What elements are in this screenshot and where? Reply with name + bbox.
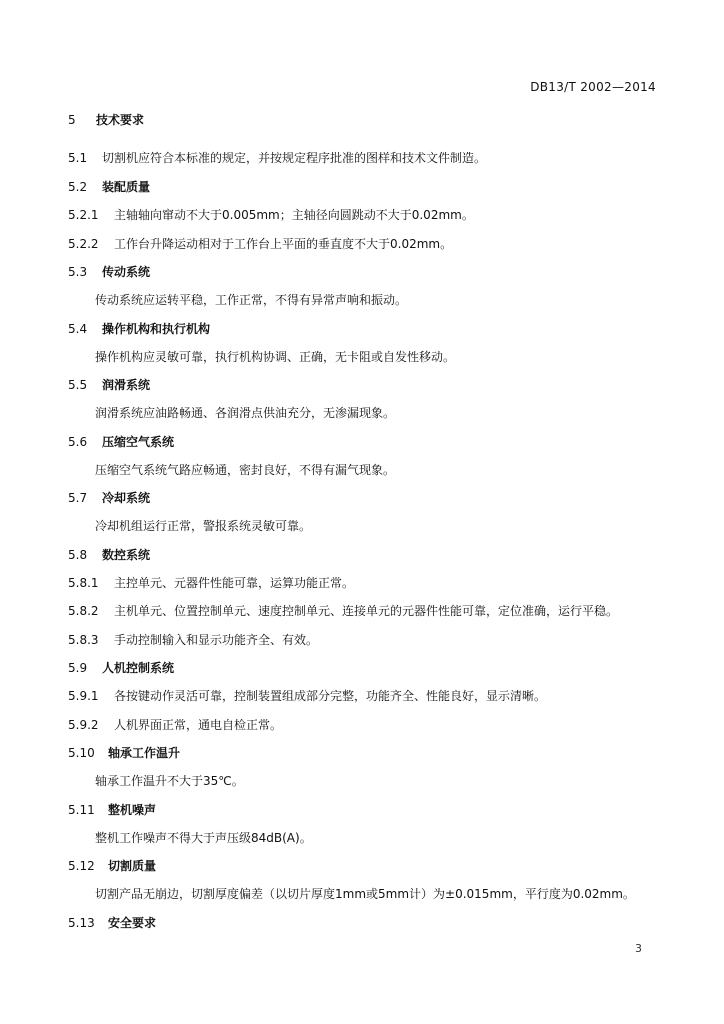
sub-clause: [68, 632, 318, 648]
standard-code: DB13/T 2002—2014: [530, 80, 656, 94]
clause-number: 5.8.3: [68, 633, 99, 647]
clause-text: 切割机应符合本标准的规定，并按规定程序批准的图样和技术文件制造。: [102, 151, 487, 165]
section-title: 技术要求: [96, 113, 145, 127]
clause-number: 5.8.2: [68, 604, 99, 618]
clause-title: 轴承工作温升: [108, 746, 181, 760]
clause-title: 装配质量: [102, 180, 151, 194]
clause-paragraph: 压缩空气系统气路应畅通，密封良好，不得有漏气现象。: [95, 463, 396, 477]
clause-number: 5.1: [68, 151, 88, 165]
section-heading: [68, 112, 144, 128]
clause: [68, 150, 486, 166]
clause-paragraph: 轴承工作温升不大于35℃。: [95, 774, 244, 788]
clause-text: 工作台升降运动相对于工作台上平面的垂直度不大于0.02mm。: [114, 237, 453, 251]
clause-paragraph: 操作机构应灵敏可靠，执行机构协调、正确，无卡阻或自发性移动。: [95, 350, 456, 364]
clause-title: 润滑系统: [102, 378, 151, 392]
clause-number: 5.6: [68, 435, 88, 449]
clause-number: 5.5: [68, 378, 88, 392]
clause-paragraph: 整机工作噪声不得大于声压级84dB(A)。: [95, 831, 312, 845]
clause-paragraph: 冷却机组运行正常，警报系统灵敏可靠。: [95, 519, 312, 533]
clause-title: 人机控制系统: [102, 661, 175, 675]
clause-number: 5.4: [68, 322, 88, 336]
clause-number: 5.8: [68, 548, 88, 562]
clause-number: 5.8.1: [68, 576, 99, 590]
clause-heading: [68, 264, 150, 280]
sub-clause: [68, 688, 546, 704]
clause-text: 人机界面正常，通电自检正常。: [114, 718, 283, 732]
clause-heading: [68, 179, 150, 195]
clause-number: 5.9.2: [68, 718, 99, 732]
clause-number: 5.9.1: [68, 689, 99, 703]
clause-title: 压缩空气系统: [102, 435, 175, 449]
clause-title: 冷却系统: [102, 491, 151, 505]
clause-heading: [68, 321, 210, 337]
clause-text: 主控单元、元器件性能可靠，运算功能正常。: [114, 576, 355, 590]
clause-text: 手动控制输入和显示功能齐全、有效。: [114, 633, 319, 647]
clause-number: 5.9: [68, 661, 88, 675]
sub-clause: [68, 717, 282, 733]
clause-paragraph: 传动系统应运转平稳，工作正常，不得有异常声响和振动。: [95, 293, 408, 307]
clause-number: 5.10: [68, 746, 95, 760]
clause-title: 操作机构和执行机构: [102, 322, 211, 336]
clause-heading: [68, 490, 150, 506]
clause-paragraph: 切割产品无崩边，切割厚度偏差（以切片厚度1mm或5mm计）为±0.015mm，平行度为0.02mm。: [95, 887, 635, 901]
sub-clause: [68, 207, 474, 223]
clause-heading: [68, 802, 156, 818]
sub-clause: [68, 603, 618, 619]
clause-text: 主机单元、位置控制单元、速度控制单元、连接单元的元器件性能可靠，定位准确，运行平稳。: [114, 604, 619, 618]
clause-paragraph: 润滑系统应油路畅通、各润滑点供油充分，无渗漏现象。: [95, 406, 396, 420]
sub-clause: [68, 236, 452, 252]
clause-number: 5.2: [68, 180, 88, 194]
page-number: 3: [635, 942, 642, 955]
clause-number: 5.12: [68, 859, 95, 873]
clause-heading: [68, 434, 174, 450]
clause-title: 传动系统: [102, 265, 151, 279]
clause-heading: [68, 915, 156, 931]
sub-clause: [68, 575, 354, 591]
clause-heading: [68, 858, 156, 874]
section-number: 5: [68, 113, 76, 127]
clause-text: 各按键动作灵活可靠，控制装置组成部分完整，功能齐全、性能良好，显示清晰。: [114, 689, 547, 703]
clause-number: 5.2.1: [68, 208, 99, 222]
clause-title: 数控系统: [102, 548, 151, 562]
clause-heading: [68, 745, 180, 761]
clause-number: 5.7: [68, 491, 88, 505]
clause-heading: [68, 660, 174, 676]
clause-number: 5.3: [68, 265, 88, 279]
clause-heading: [68, 377, 150, 393]
clause-number: 5.2.2: [68, 237, 99, 251]
clause-heading: [68, 547, 150, 563]
clause-text: 主轴轴向窜动不大于0.005mm；主轴径向圆跳动不大于0.02mm。: [114, 208, 474, 222]
clause-number: 5.11: [68, 803, 95, 817]
clause-number: 5.13: [68, 916, 95, 930]
clause-title: 整机噪声: [108, 803, 157, 817]
clause-title: 安全要求: [108, 916, 157, 930]
clause-title: 切割质量: [108, 859, 157, 873]
